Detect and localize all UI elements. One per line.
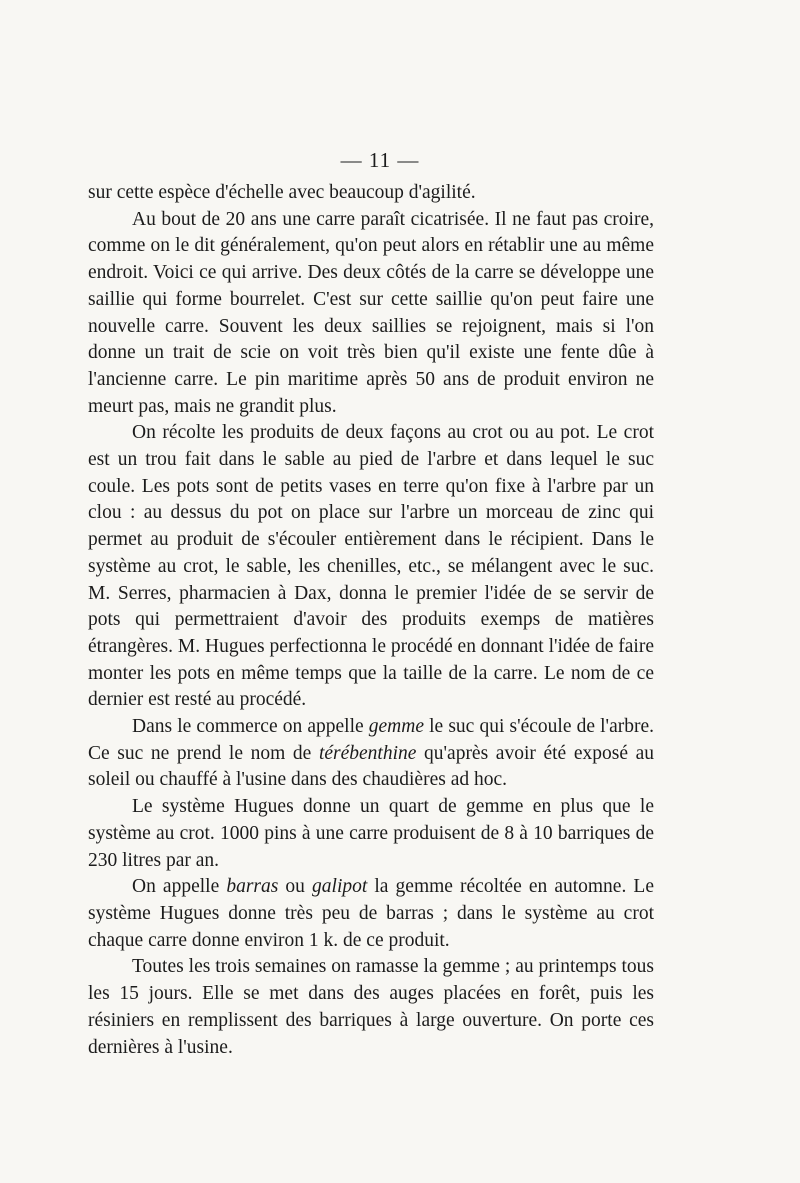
italic-term: térébenthine (318, 742, 417, 764)
paragraph (88, 874, 654, 954)
body-text (88, 180, 654, 1061)
text-run: On appelle (132, 876, 227, 898)
text-run: Dans le commerce on appelle (132, 716, 369, 738)
paragraph (88, 954, 654, 1061)
text-run: Toutes les trois semaines on ramasse la gemme ; au printemps tous les 15 jours. Elle se met dans des auges placées en forêt, puis les résiniers en remplissent des barriques à large ouverture. On porte ces dernières à l'usine. (88, 956, 654, 1058)
paragraph (88, 207, 654, 421)
italic-term: galipot (312, 876, 368, 898)
text-run: ou (278, 876, 313, 898)
paragraph (88, 420, 654, 714)
italic-term: gemme (368, 716, 425, 738)
page-number: — 11 — (340, 148, 420, 172)
italic-term: barras (226, 876, 279, 898)
text-run: sur cette espèce d'échelle avec beaucoup d'agilité. (88, 182, 476, 203)
paragraph (88, 180, 654, 207)
text-run: le suc qui s'écoule de l'arbre. Ce suc ne prend le nom de (88, 716, 654, 764)
text-run: Le système Hugues donne un quart de gemme en plus que le système au crot. 1000 pins à une carre produisent de 8 à 10 barriques de 230 litres par an. (88, 796, 654, 871)
text-run: Au bout de 20 ans une carre paraît cicatrisée. Il ne faut pas croire, comme on le dit généralement, qu'on peut alors en rétablir une au même endroit. Voici ce qui arrive. Des deux côtés de la carre se développe une saillie qui forme bourrelet. C'est sur cette saillie qu'on peut faire une nouvelle carre. Souvent les deux saillies se rejoignent, mais si l'on donne un trait de scie on voit très bien qu'il existe une fente dûe à l'ancienne carre. Le pin maritime après 50 ans de produit environ ne meurt pas, mais ne grandit plus. (88, 208, 654, 417)
text-run: qu'après avoir été exposé au soleil ou chauffé à l'usine dans des chaudières ad hoc. (88, 742, 654, 791)
paragraph (88, 714, 654, 794)
text-run: On récolte les produits de deux façons au crot ou au pot. Le crot est un trou fait dans le sable au pied de l'arbre et dans lequel le suc coule. Les pots sont de petits vases en terre qu'on fixe à l'arbre par un clou : au dessus du pot on place sur l'arbre un morceau de zinc qui permet au produit de s'écouler entièrement dans le récipient. Dans le système au crot, le sable, les chenilles, etc., se mélangent avec le suc. M. Serres, pharmacien à Dax, donna le premier l'idée de se servir de pots qui permettraient d'avoir des produits exemps de matières étrangères. M. Hugues perfectionna le procédé en donnant l'idée de faire monter les pots en même temps que la taille de la carre. Le nom de ce dernier est resté au procédé. (88, 422, 654, 711)
paragraph (88, 794, 654, 874)
text-run: la gemme récoltée en automne. Le système Hugues donne très peu de barras ; dans le système au crot chaque carre donne environ 1 k. de ce produit. (88, 876, 654, 951)
